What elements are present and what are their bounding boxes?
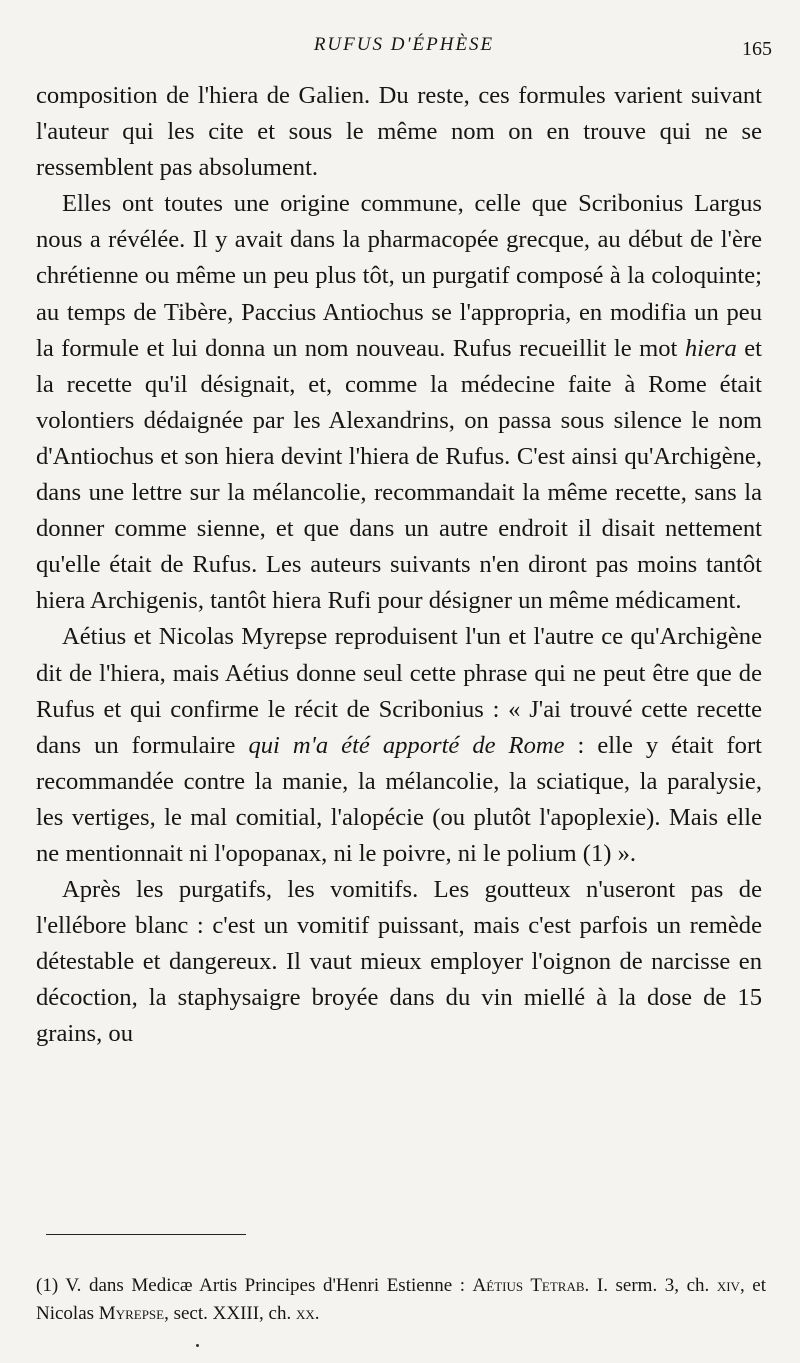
footnote	[36, 1272, 766, 1328]
paragraph-text: Elles ont toutes une origine commune, celle que Scribonius Largus nous a révélée. Il y avait dans la pharmacopée grecque, au début de l'ère chrétienne ou même un peu plus tôt, un purgatif composé à la coloquinte; au temps de Tibère, Paccius Antiochus se l'appropria, en modifia un peu la formule et lui donna un nom nouveau. Rufus recueillit le mot	[36, 190, 762, 362]
italic-quote: qui m'a été apporté de Rome	[248, 731, 565, 759]
running-title: RUFUS D'ÉPHÈSE	[313, 34, 495, 55]
page-header	[36, 34, 772, 60]
paragraph-origin-hiera	[36, 186, 762, 619]
footnote-chapter: xiv	[716, 1275, 740, 1296]
footnote-text: .	[314, 1303, 320, 1324]
paragraph-text: Aétius et Nicolas Myrepse reproduisent l'un et l'autre ce qu'Archigène dit de l'hiera, mais Aétius donne seul cette phrase qui ne peut être que de Rufus et qui confirme le récit de Scribonius : « J'ai trouvé cette recette dans un formulaire	[36, 623, 762, 759]
paragraph-text: et la recette qu'il désignait, et, comme la médecine faite à Rome était volontiers dédaignée par les Alexandrins, on passa sous silence le nom d'Antiochus et son hiera devint l'hiera de Rufus. C'est ainsi qu'Archigène, dans une lettre sur la mélancolie, recommandait la même recette, sans la donner comme sienne, et que dans un autre endroit il disait nettement qu'elle était de Rufus. Les auteurs suivants n'en diront pas moins tantôt hiera Archigenis, tantôt hiera Rufi pour désigner un même médicament.	[36, 334, 762, 615]
footnote-text: I. serm. 3, ch.	[589, 1275, 717, 1296]
paragraph-vomitifs	[36, 872, 762, 1052]
footnote-author: Myrepse	[98, 1303, 165, 1324]
paragraph-aetius	[36, 619, 762, 872]
footnote-divider	[46, 1234, 246, 1235]
page-number: 165	[742, 38, 772, 60]
footnote-text: V. dans Medicæ Artis Principes d'Henri Estienne :	[58, 1275, 473, 1296]
paragraph-text: : elle y était fort recommandée contre la manie, la mélancolie, la sciatique, la paralysie, les vertiges, le mal comitial, l'alopécie (ou plutôt l'apoplexie). Mais elle ne mentionnait ni l'opopanax, ni le poivre, ni le polium (1) ».	[36, 731, 762, 867]
footnote-chapter: xx	[296, 1303, 315, 1324]
footnote-author: Aétius Tetrab.	[472, 1275, 590, 1296]
paragraph-text: composition de l'hiera de Galien. Du reste, ces formules varient suivant l'auteur qui les cite et sous le même nom on en trouve qui ne se ressemblent pas absolument.	[36, 82, 762, 182]
body-text	[36, 78, 762, 1053]
footnote-marker: (1)	[36, 1275, 59, 1296]
footnote-text: , et Nicolas	[36, 1275, 766, 1324]
paragraph-continuation	[36, 78, 762, 186]
italic-term: hiera	[684, 334, 737, 362]
print-speck	[196, 1344, 199, 1347]
paragraph-text: Après les purgatifs, les vomitifs. Les goutteux n'useront pas de l'ellébore blanc : c'est un vomitif puissant, mais c'est parfois un remède détestable et dangereux. Il vaut mieux employer l'oignon de narcisse en décoction, la staphysaigre broyée dans du vin miellé à la dose de 15 grains, ou	[36, 876, 762, 1048]
footnote-text: , sect. XXIII, ch.	[164, 1303, 296, 1324]
